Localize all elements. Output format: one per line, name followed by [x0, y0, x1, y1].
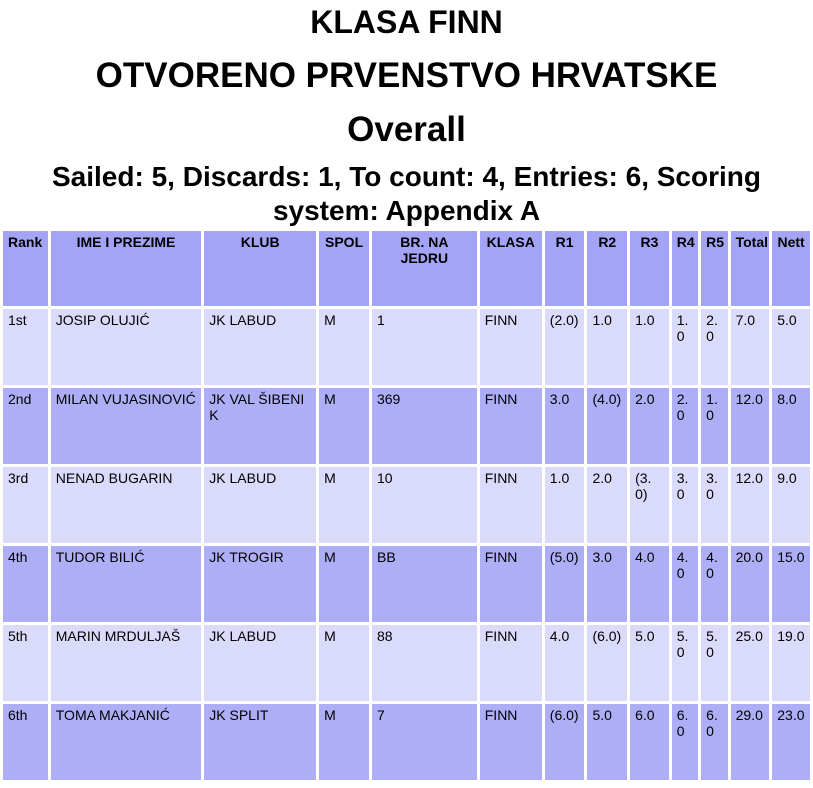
class-cell: FINN [480, 625, 542, 701]
club-cell: JK LABUD [204, 309, 316, 385]
r4-cell: 2.0 [672, 388, 698, 464]
col-header-total: Total [731, 231, 770, 306]
r5-cell: 5.0 [701, 625, 727, 701]
col-header-r1: R1 [545, 231, 585, 306]
r2-cell: (4.0) [587, 388, 627, 464]
gender-cell: M [319, 467, 369, 543]
r1-cell: (2.0) [545, 309, 585, 385]
gender-cell: M [319, 388, 369, 464]
rank-cell: 4th [3, 546, 48, 622]
class-cell: FINN [480, 309, 542, 385]
name-cell: TOMA MAKJANIĆ [51, 704, 202, 780]
table-row [3, 309, 810, 385]
total-cell: 25.0 [731, 625, 770, 701]
gender-cell: M [319, 625, 369, 701]
name-cell: JOSIP OLUJIĆ [51, 309, 202, 385]
club-cell: JK SPLIT [204, 704, 316, 780]
r3-cell: (3.0) [630, 467, 669, 543]
r5-cell: 4.0 [701, 546, 727, 622]
r2-cell: 5.0 [587, 704, 627, 780]
table-header-row [3, 231, 810, 306]
nett-cell: 9.0 [772, 467, 810, 543]
nett-cell: 15.0 [772, 546, 810, 622]
r4-cell: 4.0 [672, 546, 698, 622]
r4-cell: 1.0 [672, 309, 698, 385]
class-cell: FINN [480, 388, 542, 464]
col-header-class: KLASA [480, 231, 542, 306]
gender-cell: M [319, 704, 369, 780]
sail-number-cell: 10 [372, 467, 477, 543]
club-cell: JK TROGIR [204, 546, 316, 622]
sail-number-cell: 88 [372, 625, 477, 701]
nett-cell: 19.0 [772, 625, 810, 701]
r3-cell: 1.0 [630, 309, 669, 385]
series-summary: Sailed: 5, Discards: 1, To count: 4, Entries: 6, Scoring system: Appendix A [52, 161, 761, 226]
class-cell: FINN [480, 546, 542, 622]
r3-cell: 2.0 [630, 388, 669, 464]
sail-number-cell: 7 [372, 704, 477, 780]
results-table [0, 228, 813, 783]
sail-number-cell: 369 [372, 388, 477, 464]
r5-cell: 2.0 [701, 309, 727, 385]
table-row [3, 704, 810, 780]
r1-cell: (5.0) [545, 546, 585, 622]
r2-cell: (6.0) [587, 625, 627, 701]
r2-cell: 1.0 [587, 309, 627, 385]
col-header-sail-number: BR. NA JEDRU [372, 231, 477, 306]
name-cell: MILAN VUJASINOVIĆ [51, 388, 202, 464]
event-title: OTVORENO PRVENSTVO HRVATSKE [95, 56, 718, 95]
total-cell: 7.0 [731, 309, 770, 385]
club-cell: JK LABUD [204, 467, 316, 543]
sail-number-cell: BB [372, 546, 477, 622]
rank-cell: 3rd [3, 467, 48, 543]
r3-cell: 5.0 [630, 625, 669, 701]
r5-cell: 1.0 [701, 388, 727, 464]
rank-cell: 2nd [3, 388, 48, 464]
r5-cell: 6.0 [701, 704, 727, 780]
r2-cell: 3.0 [587, 546, 627, 622]
r1-cell: 4.0 [545, 625, 585, 701]
total-cell: 12.0 [731, 467, 770, 543]
table-row [3, 546, 810, 622]
class-cell: FINN [480, 467, 542, 543]
gender-cell: M [319, 309, 369, 385]
col-header-name: IME I PREZIME [51, 231, 202, 306]
event-class-title: KLASA FINN [310, 4, 503, 40]
col-header-rank: Rank [3, 231, 48, 306]
r2-cell: 2.0 [587, 467, 627, 543]
name-cell: MARIN MRDULJAŠ [51, 625, 202, 701]
total-cell: 29.0 [731, 704, 770, 780]
rank-cell: 1st [3, 309, 48, 385]
class-cell: FINN [480, 704, 542, 780]
club-cell: JK VAL ŠIBENIK [204, 388, 316, 464]
r4-cell: 5.0 [672, 625, 698, 701]
gender-cell: M [319, 546, 369, 622]
nett-cell: 23.0 [772, 704, 810, 780]
col-header-club: KLUB [204, 231, 316, 306]
rank-cell: 5th [3, 625, 48, 701]
name-cell: NENAD BUGARIN [51, 467, 202, 543]
results-type-title: Overall [347, 110, 466, 149]
total-cell: 12.0 [731, 388, 770, 464]
r5-cell: 3.0 [701, 467, 727, 543]
col-header-r5: R5 [701, 231, 727, 306]
name-cell: TUDOR BILIĆ [51, 546, 202, 622]
sail-number-cell: 1 [372, 309, 477, 385]
r1-cell: 1.0 [545, 467, 585, 543]
r1-cell: 3.0 [545, 388, 585, 464]
r3-cell: 6.0 [630, 704, 669, 780]
col-header-r3: R3 [630, 231, 669, 306]
col-header-r4: R4 [672, 231, 698, 306]
total-cell: 20.0 [731, 546, 770, 622]
rank-cell: 6th [3, 704, 48, 780]
table-row [3, 625, 810, 701]
nett-cell: 8.0 [772, 388, 810, 464]
col-header-nett: Nett [772, 231, 810, 306]
col-header-gender: SPOL [319, 231, 369, 306]
col-header-r2: R2 [587, 231, 627, 306]
table-row [3, 467, 810, 543]
club-cell: JK LABUD [204, 625, 316, 701]
r3-cell: 4.0 [630, 546, 669, 622]
r4-cell: 6.0 [672, 704, 698, 780]
nett-cell: 5.0 [772, 309, 810, 385]
table-row [3, 388, 810, 464]
r4-cell: 3.0 [672, 467, 698, 543]
r1-cell: (6.0) [545, 704, 585, 780]
